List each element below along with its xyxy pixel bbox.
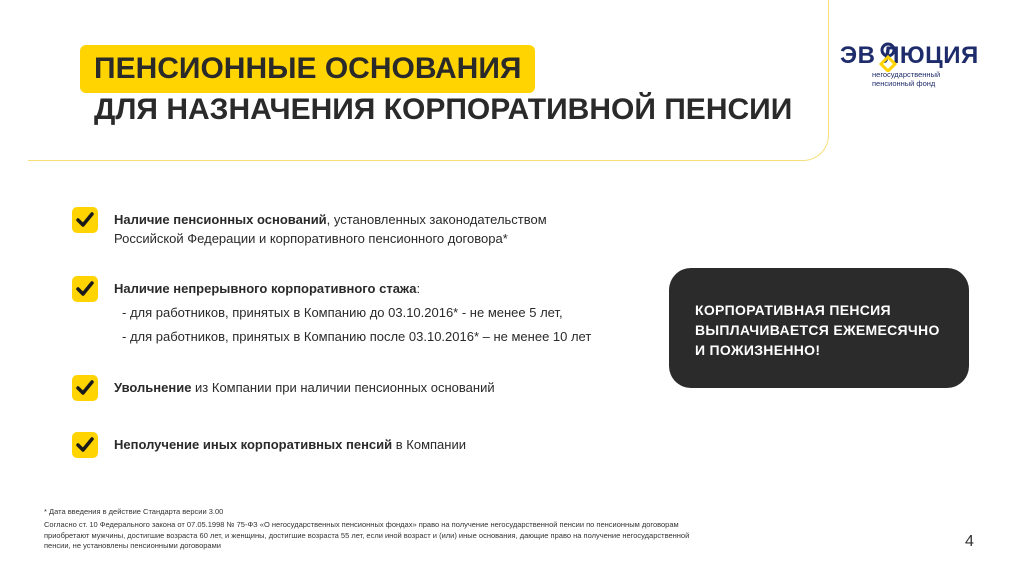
page-title-line1: ПЕНСИОННЫЕ ОСНОВАНИЯ [80,45,535,93]
logo-wordmark: ЭВ ЛЮЦИЯ [840,42,979,69]
checkmark-icon [72,276,98,302]
item-text: Увольнение из Компании при наличии пенсионных оснований [114,380,495,395]
checkmark-icon [72,207,98,233]
page-number: 4 [965,533,974,550]
callout-box [669,268,969,388]
footnote-law: Согласно ст. 10 Федерального закона от 07.05.1998 № 75-ФЗ «О негосударственных пенсионных фондах» право на получение негосударственной пенсии по пенсионным договорам приобретают мужчины, достигшие возраста 60 лет, и женщины, достигшие возраста 55 лет, если иной возраст и (или) иные основания, дающие право на получение негосударственной пенсии, не установлены пенсионными договорами [44,520,690,550]
item-text: Неполучение иных корпоративных пенсий в Компании [114,437,466,452]
footnote-date: * Дата введения в действие Стандарта версии 3.00 [44,507,224,516]
page-title-line2: ДЛЯ НАЗНАЧЕНИЯ КОРПОРАТИВНОЙ ПЕНСИИ [94,93,793,126]
logo-subtitle: негосударственный пенсионный фонд [872,70,941,88]
callout-text: КОРПОРАТИВНАЯ ПЕНСИЯ ВЫПЛАЧИВАЕТСЯ ЕЖЕМЕСЯЧНО И ПОЖИЗНЕННО! [695,302,940,358]
checkmark-icon [72,375,98,401]
logo [840,42,990,92]
item-text: Наличие непрерывного корпоративного стажа: [114,281,421,296]
item-text: Наличие пенсионных оснований, установленных законодательством Российской Федерации и корпоративного пенсионного договора* [114,212,547,246]
checkmark-icon [72,432,98,458]
logo-mark-icon [878,42,898,72]
sub-item: - для работников, принятых в Компанию после 03.10.2016* – не менее 10 лет [122,329,592,344]
sub-item: - для работников, принятых в Компанию до 03.10.2016* - не менее 5 лет, [122,305,563,320]
